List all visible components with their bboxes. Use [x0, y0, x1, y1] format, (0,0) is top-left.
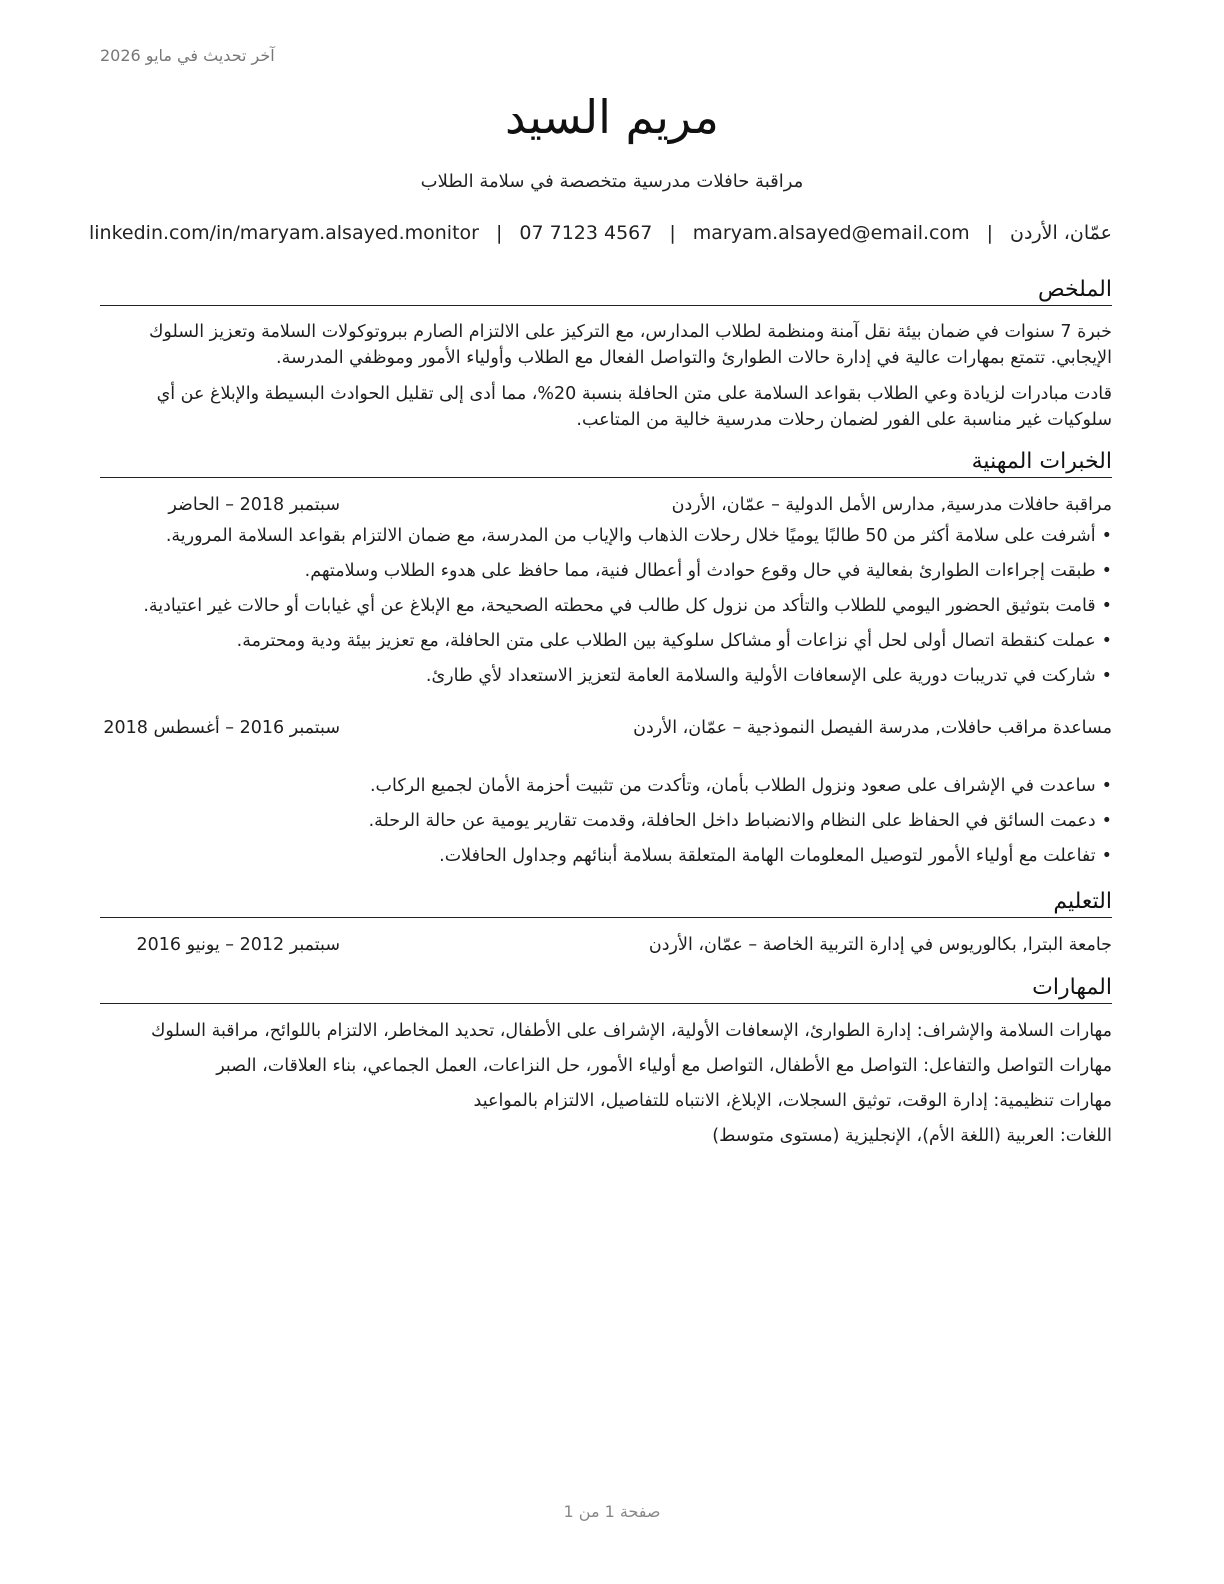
contact-email[interactable]: maryam.alsayed@email.com — [692, 222, 970, 244]
summary-paragraph: خبرة 7 سنوات في ضمان بيئة نقل آمنة ومنظمة لطلاب المدارس، مع التركيز على الالتزام الصارم ببروتوكولات السلامة وتعزيز السلوك الإيجابي. تتمتع بمهارات عالية في إدارة حالات الطوارئ والتواصل الفعال مع الطلاب وأولياء الأمور وموظفي المدرسة. — [149, 322, 1112, 368]
list-item: •شاركت في تدريبات دورية على الإسعافات الأولية والسلامة العامة لتعزيز الاستعداد لأي طارئ. — [90, 663, 1112, 698]
contact-location: عمّان، الأردن — [1010, 222, 1112, 244]
skill-line: اللغات: العربية (اللغة الأم)، الإنجليزية (مستوى متوسط) — [712, 1126, 1112, 1146]
list-item: •قامت بتوثيق الحضور اليومي للطلاب والتأكد من نزول كل طالب في محطته الصحيحة، مع الإبلاغ عن أي غيابات أو حالات غير اعتيادية. — [90, 593, 1112, 628]
contact-linkedin[interactable]: linkedin.com/in/maryam.alsayed.monitor — [89, 222, 479, 244]
skill-line: مهارات التواصل والتفاعل: التواصل مع الأطفال، التواصل مع أولياء الأمور، حل النزاعات، العمل الجماعي، بناء العلاقات، الصبر — [216, 1056, 1112, 1076]
candidate-headline: مراقبة حافلات مدرسية متخصصة في سلامة الطلاب — [420, 171, 804, 192]
bullet-icon: • — [1101, 811, 1112, 831]
bullet-icon: • — [1101, 631, 1112, 651]
contact-line — [89, 222, 1112, 244]
skill-line: مهارات تنظيمية: إدارة الوقت، توثيق السجلات، الإبلاغ، الانتباه للتفاصيل، الالتزام بالمواعيد — [473, 1091, 1112, 1111]
education-dates: سبتمبر 2012 – يونيو 2016 — [136, 935, 340, 955]
contact-separator: | — [669, 222, 676, 244]
job-dates: سبتمبر 2016 – أغسطس 2018 — [103, 718, 340, 738]
contact-phone[interactable]: 07 7123 4567 — [519, 222, 653, 244]
contact-separator: | — [495, 222, 503, 244]
list-item: •تفاعلت مع أولياء الأمور لتوصيل المعلومات الهامة المتعلقة بسلامة أبنائهم وجداول الحافلات. — [90, 843, 1112, 878]
list-item: •دعمت السائق في الحفاظ على النظام والانضباط داخل الحافلة، وقدمت تقارير يومية عن حالة الرحلة. — [90, 808, 1112, 843]
list-item: •طبقت إجراءات الطوارئ بفعالية في حال وقوع حوادث أو أعطال فنية، مما حافظ على هدوء الطلاب وسلامتهم. — [90, 558, 1112, 593]
candidate-name: مريم السيد — [505, 90, 719, 144]
bullet-icon: • — [1101, 596, 1112, 616]
job-title: مساعدة مراقب حافلات, مدرسة الفيصل النموذجية – عمّان، الأردن — [633, 718, 1112, 738]
list-item: •عملت كنقطة اتصال أولى لحل أي نزاعات أو مشاكل سلوكية بين الطلاب على متن الحافلة، مع تعزيز بيئة ودية ومحترمة. — [90, 628, 1112, 663]
bullet-icon: • — [1101, 561, 1112, 581]
skill-line: مهارات السلامة والإشراف: إدارة الطوارئ، الإسعافات الأولية، الإشراف على الأطفال، تحديد المخاطر، الالتزام باللوائح، مراقبة السلوك — [150, 1021, 1112, 1041]
page-number: صفحة 1 من 1 — [563, 1502, 661, 1521]
education-heading: التعليم — [100, 888, 1112, 918]
skills-list — [100, 1018, 1112, 1158]
job-bullet-list — [90, 523, 1112, 698]
skills-heading: المهارات — [100, 974, 1112, 1004]
job-bullet-list — [90, 773, 1112, 878]
list-item: •ساعدت في الإشراف على صعود ونزول الطلاب بأمان، وتأكدت من تثبيت أحزمة الأمان لجميع الركاب. — [90, 773, 1112, 808]
bullet-icon: • — [1101, 526, 1112, 546]
bullet-icon: • — [1101, 846, 1112, 866]
bullet-icon: • — [1101, 776, 1112, 796]
last-updated-note: آخر تحديث في مايو 2026 — [100, 46, 275, 65]
list-item: •أشرفت على سلامة أكثر من 50 طالبًا يوميًا خلال رحلات الذهاب والإياب من المدرسة، مع ضمان الالتزام بقواعد السلامة المرورية. — [90, 523, 1112, 558]
summary-heading: الملخص — [100, 276, 1112, 306]
bullet-icon: • — [1101, 666, 1112, 686]
contact-separator: | — [986, 222, 994, 244]
education-title: جامعة البترا, بكالوريوس في إدارة التربية الخاصة – عمّان، الأردن — [648, 935, 1112, 955]
job-dates: سبتمبر 2018 – الحاضر — [168, 495, 340, 515]
job-title: مراقبة حافلات مدرسية, مدارس الأمل الدولية – عمّان، الأردن — [671, 495, 1112, 515]
experience-heading: الخبرات المهنية — [100, 448, 1112, 478]
summary-paragraph: قادت مبادرات لزيادة وعي الطلاب بقواعد السلامة على متن الحافلة بنسبة 20%، مما أدى إلى تقليل الحوادث البسيطة والإبلاغ عن أي سلوكيات غير مناسبة على الفور لضمان رحلات مدرسية خالية من المتاعب. — [156, 384, 1112, 430]
